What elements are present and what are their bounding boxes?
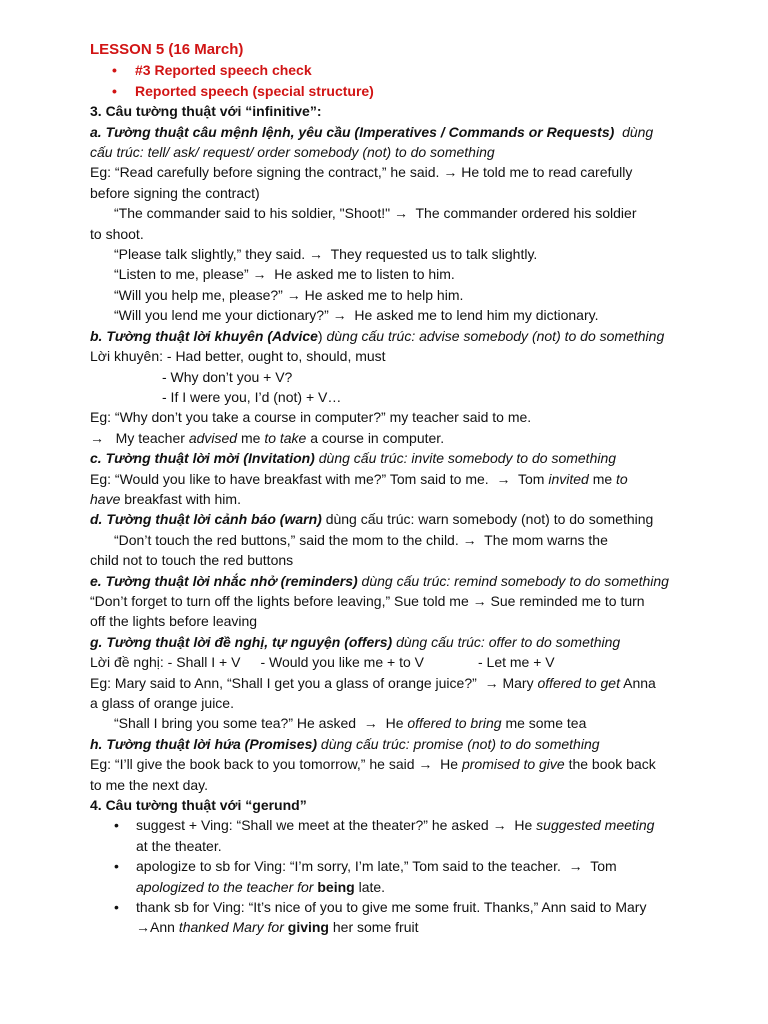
- gerund-item-apologize: • apologize to sb for Ving: “I’m sorry, I’m late,” Tom said to the teacher. → Tom apologized to the teacher for being late.: [114, 858, 617, 895]
- section-d-heading: d. Tường thuật lời cảnh báo (warn) dùng cấu trúc: warn somebody (not) to do something: [90, 511, 654, 528]
- arrow-icon: →: [484, 674, 499, 691]
- section-b-advice-forms: Lời khuyên: - Had better, ought to, should, must: [90, 348, 386, 365]
- section-c-example-1: Eg: “Would you like to have breakfast with me?” Tom said to me. → Tom invited me to: [90, 470, 628, 487]
- gerund-item-thank: • thank sb for Ving: “It’s nice of you to give me some fruit. Thanks,” Ann said to Mary →Ann thanked Mary for giving her some fruit: [114, 899, 647, 936]
- section-a-example-2-cont: to shoot.: [90, 225, 144, 242]
- section-a-example-3: “Please talk slightly,” they said. → They requested us to talk slightly.: [114, 246, 538, 263]
- arrow-icon: →: [462, 531, 477, 548]
- arrow-icon: →: [492, 817, 507, 834]
- section-d-example-1: “Don’t touch the red buttons,” said the mom to the child. → The mom warns the: [114, 531, 608, 548]
- arrow-icon: →: [286, 286, 301, 303]
- section-b-result: → My teacher advised me to take a course in computer.: [90, 429, 445, 446]
- arrow-icon: →: [568, 858, 583, 875]
- section-3-heading: 3. Câu tường thuật với “infinitive”:: [90, 103, 322, 120]
- section-a-example-2: “The commander said to his soldier, "Shoot!" → The commander ordered his soldier: [114, 205, 637, 222]
- section-a-example-1-cont: before signing the contract): [90, 184, 260, 201]
- section-g-offer-forms: Lời đề nghị: - Shall I + V - Would you like me + to V - Let me + V: [90, 654, 555, 671]
- section-c-example-1-cont: have breakfast with him.: [90, 490, 241, 507]
- bullet-icon: •: [114, 858, 119, 875]
- arrow-icon: →: [252, 266, 267, 283]
- section-e-example-1-cont: off the lights before leaving: [90, 613, 258, 630]
- arrow-icon: →: [418, 756, 433, 773]
- section-b-heading: b. Tường thuật lời khuyên (Advice) dùng cấu trúc: advise somebody (not) to do something: [90, 327, 665, 344]
- section-e-example-1: “Don’t forget to turn off the lights before leaving,” Sue told me → Sue reminded me to turn: [90, 592, 645, 609]
- section-d-example-1-cont: child not to touch the red buttons: [90, 552, 294, 569]
- section-b-example-1: Eg: “Why don’t you take a course in computer?” my teacher said to me.: [90, 409, 532, 426]
- arrow-icon: →: [309, 246, 324, 263]
- arrow-icon: →: [363, 715, 378, 732]
- bullet-icon: •: [114, 817, 119, 834]
- section-e-heading: e. Tường thuật lời nhắc nhở (reminders) dùng cấu trúc: remind somebody to do something: [90, 572, 669, 589]
- arrow-icon: →: [136, 919, 150, 936]
- top-bullet-1: • #3 Reported speech check: [90, 60, 710, 80]
- gerund-item-suggest: • suggest + Ving: “Shall we meet at the theater?” he asked → He suggested meeting at the theater.: [114, 817, 655, 854]
- section-a-example-1: Eg: “Read carefully before signing the contract,” he said. → He told me to read carefully: [90, 164, 633, 181]
- bullet-icon: •: [112, 82, 117, 99]
- arrow-icon: →: [332, 307, 347, 324]
- section-g-example-2: “Shall I bring you some tea?” He asked → He offered to bring me some tea: [114, 715, 587, 732]
- arrow-icon: →: [443, 164, 458, 181]
- bullet-icon: •: [114, 899, 119, 916]
- section-h-example-1-cont: to me the next day.: [90, 776, 209, 793]
- lesson-title: LESSON 5 (16 March): [90, 41, 244, 58]
- arrow-icon: →: [472, 592, 487, 609]
- section-h-example-1: Eg: “I’ll give the book back to you tomorrow,” he said → He promised to give the book back: [90, 756, 656, 773]
- section-a-heading: a. Tường thuật câu mệnh lệnh, yêu cầu (Imperatives / Commands or Requests) dùng: [90, 123, 654, 140]
- section-g-example-1: Eg: Mary said to Ann, “Shall I get you a glass of orange juice?” → Mary offered to get Anna: [90, 674, 656, 691]
- top-bullet-2: • Reported speech (special structure): [90, 81, 710, 101]
- section-b-advice-form-2: - Why don’t you + V?: [162, 368, 293, 385]
- section-a-example-4: “Listen to me, please” → He asked me to listen to him.: [114, 266, 455, 283]
- arrow-icon: →: [496, 470, 511, 487]
- section-a-structure: cấu trúc: tell/ ask/ request/ order somebody (not) to do something: [90, 144, 495, 161]
- section-b-advice-form-3: - If I were you, I’d (not) + V…: [162, 388, 342, 405]
- section-4-heading: 4. Câu tường thuật với “gerund”: [90, 797, 307, 814]
- section-a-example-5: “Will you help me, please?” → He asked me to help him.: [114, 286, 464, 303]
- arrow-icon: →: [393, 205, 408, 222]
- section-c-heading: c. Tường thuật lời mời (Invitation) dùng cấu trúc: invite somebody to do something: [90, 450, 617, 467]
- section-g-heading: g. Tường thuật lời đề nghị, tự nguyện (offers) dùng cấu trúc: offer to do something: [90, 633, 621, 650]
- section-h-heading: h. Tường thuật lời hứa (Promises) dùng cấu trúc: promise (not) to do something: [90, 735, 600, 752]
- bullet-icon: •: [112, 62, 117, 79]
- section-a-example-6: “Will you lend me your dictionary?” → He asked me to lend him my dictionary.: [114, 307, 599, 324]
- arrow-icon: →: [90, 429, 104, 446]
- section-g-example-1-cont: a glass of orange juice.: [90, 695, 234, 711]
- document-body: [90, 40, 710, 938]
